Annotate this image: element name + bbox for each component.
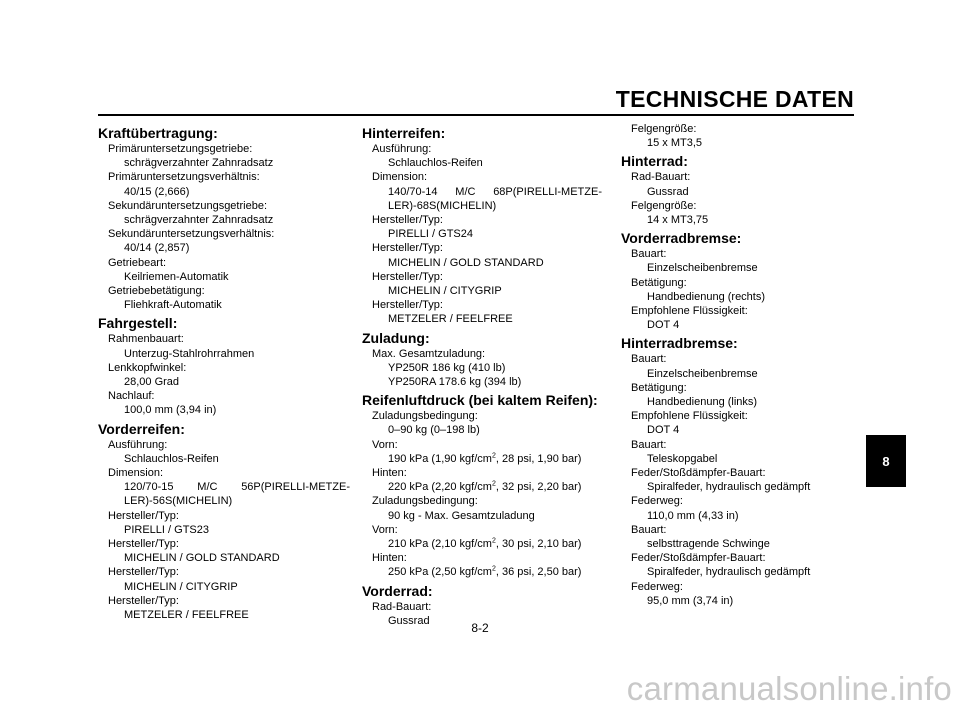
spec-value: Fliehkraft-Automatik <box>124 299 222 312</box>
pressure-rest: , 32 psi, 2,20 bar) <box>495 481 582 494</box>
spec-label: Feder/Stoßdämpfer-Bauart: <box>631 552 766 565</box>
spec-label: Bauart: <box>631 248 667 261</box>
section-heading: Vorderrad: <box>362 582 433 599</box>
spec-value: 0–90 kg (0–198 lb) <box>388 424 480 437</box>
spec-value: Spiralfeder, hydraulisch gedämpft <box>647 566 811 579</box>
section-heading: Vorderreifen: <box>98 420 185 437</box>
watermark: carmanualsonline.info <box>626 670 952 707</box>
spec-value: Schlauchlos-Reifen <box>388 157 483 170</box>
dimension-size: 140/70-14 <box>388 185 438 198</box>
superscript: 2 <box>491 480 496 488</box>
section-hinterreifen <box>362 124 602 327</box>
section-kraftuebertragung <box>98 124 350 312</box>
pressure-rest: , 36 psi, 2,50 bar) <box>495 566 582 579</box>
spec-label: Bauart: <box>631 353 667 366</box>
section-heading: Fahrgestell: <box>98 315 178 332</box>
section-heading: Hinterreifen: <box>362 125 446 141</box>
spec-value: 40/15 (2,666) <box>124 185 190 198</box>
spec-column-2 <box>362 122 602 628</box>
superscript: 2 <box>491 565 496 573</box>
spec-value-pressure <box>362 565 602 579</box>
section-vorderreifen <box>98 420 350 623</box>
spec-label: Dimension: <box>372 171 428 184</box>
spec-value: DOT 4 <box>647 319 680 332</box>
spec-label: Lenkkopfwinkel: <box>108 361 187 374</box>
spec-label: Zuladungsbedingung: <box>372 495 478 508</box>
spec-label: Hinten: <box>372 467 407 480</box>
spec-value: Schlauchlos-Reifen <box>124 452 219 465</box>
spec-value: Gussrad <box>388 614 430 627</box>
spec-label: Empfohlene Flüssigkeit: <box>631 305 748 318</box>
section-heading: Kraftübertragung: <box>98 125 218 141</box>
section-heading: Zuladung: <box>362 329 430 346</box>
spec-value: 110,0 mm (4,33 in) <box>647 509 739 522</box>
pressure-rest: , 28 psi, 1,90 bar) <box>495 452 582 465</box>
spec-label: Empfohlene Flüssigkeit: <box>631 410 748 423</box>
spec-label: Felgengröße: <box>631 123 697 135</box>
spec-label: Rad-Bauart: <box>372 600 432 613</box>
spec-label: Betätigung: <box>631 381 687 394</box>
spec-label: Hersteller/Typ: <box>372 242 443 255</box>
spec-label: Hersteller/Typ: <box>372 214 443 227</box>
spec-value-pressure <box>362 480 602 494</box>
spec-value: 95,0 mm (3,74 in) <box>647 594 734 607</box>
spec-label: Sekundäruntersetzungsgetriebe: <box>108 199 267 212</box>
spec-value: 14 x MT3,75 <box>647 214 709 227</box>
spec-value: PIRELLI / GTS23 <box>124 523 209 536</box>
spec-label: Hersteller/Typ: <box>372 270 443 283</box>
spec-column-3 <box>621 122 857 608</box>
spec-value: METZELER / FEELFREE <box>124 609 249 622</box>
spec-label: Ausführung: <box>372 143 432 155</box>
dimension-index: 56P(PIRELLI-METZE- <box>241 481 350 494</box>
spec-label: Ausführung: <box>108 438 168 451</box>
spec-label: Feder/Stoßdämpfer-Bauart: <box>631 467 766 480</box>
spec-value: Keilriemen-Automatik <box>124 270 229 283</box>
spec-value-dimension <box>362 185 602 199</box>
pressure-rest: , 30 psi, 2,10 bar) <box>495 538 582 551</box>
pressure-main: 250 kPa (2,50 kgf/cm <box>388 566 492 579</box>
spec-value: 40/14 (2,857) <box>124 242 190 255</box>
spec-value: 100,0 mm (3,94 in) <box>124 404 217 417</box>
spec-label: Rad-Bauart: <box>631 171 691 184</box>
spec-value: Einzelscheibenbremse <box>647 262 758 275</box>
spec-column-1 <box>98 122 350 622</box>
spec-label: Hinten: <box>372 552 407 565</box>
dimension-size: 120/70-15 <box>124 481 174 494</box>
spec-value: schrägverzahnter Zahnradsatz <box>124 214 274 227</box>
dimension-type: M/C <box>455 185 476 198</box>
section-hinterrad <box>621 152 857 227</box>
page-title: TECHNISCHE DATEN <box>615 86 854 112</box>
spec-label: Vorn: <box>372 523 398 536</box>
spec-label: Primäruntersetzungsverhältnis: <box>108 171 260 184</box>
dimension-index: 68P(PIRELLI-METZE- <box>493 185 602 198</box>
spec-value: LER)-68S(MICHELIN) <box>388 199 497 212</box>
spec-value-dimension <box>98 480 350 494</box>
spec-label: Federweg: <box>631 495 683 508</box>
spec-value: DOT 4 <box>647 424 680 437</box>
spec-value: selbsttragende Schwinge <box>647 538 770 551</box>
spec-label: Hersteller/Typ: <box>108 538 179 551</box>
spec-value: MICHELIN / CITYGRIP <box>388 285 502 298</box>
section-heading: Hinterrad: <box>621 153 688 170</box>
spec-value: Teleskopgabel <box>647 452 718 465</box>
spec-value: Handbedienung (rechts) <box>647 290 766 303</box>
title-divider <box>98 114 854 116</box>
spec-value: YP250R 186 kg (410 lb) <box>388 361 506 374</box>
spec-value: Spiralfeder, hydraulisch gedämpft <box>647 481 811 494</box>
spec-value: schrägverzahnter Zahnradsatz <box>124 157 274 170</box>
spec-label: Nachlauf: <box>108 390 155 403</box>
spec-label: Sekundäruntersetzungsverhältnis: <box>108 228 275 241</box>
section-vorderradbremse <box>621 229 857 332</box>
pressure-main: 210 kPa (2,10 kgf/cm <box>388 538 492 551</box>
spec-label: Betätigung: <box>631 276 687 289</box>
spec-value: METZELER / FEELFREE <box>388 313 513 326</box>
spec-label: Getriebebetätigung: <box>108 285 205 298</box>
spec-label: Hersteller/Typ: <box>108 566 179 579</box>
spec-label: Max. Gesamtzuladung: <box>372 347 486 360</box>
spec-value: 28,00 Grad <box>124 376 180 389</box>
chapter-tab: 8 <box>866 435 906 487</box>
spec-value: Gussrad <box>647 185 689 198</box>
spec-value: LER)-56S(MICHELIN) <box>124 495 233 508</box>
superscript: 2 <box>491 452 496 460</box>
spec-value: YP250RA 178.6 kg (394 lb) <box>388 376 522 389</box>
spec-value: MICHELIN / CITYGRIP <box>124 580 238 593</box>
spec-label: Vorn: <box>372 438 398 451</box>
section-vorderrad-continued <box>621 122 857 150</box>
spec-value: 90 kg - Max. Gesamtzuladung <box>388 509 535 522</box>
spec-label: Getriebeart: <box>108 256 167 269</box>
spec-label: Bauart: <box>631 523 667 536</box>
section-zuladung <box>362 329 602 390</box>
page-number: 8-2 <box>471 621 489 635</box>
section-heading: Hinterradbremse: <box>621 335 738 352</box>
spec-value: Unterzug-Stahlrohrrahmen <box>124 347 255 360</box>
spec-value: Handbedienung (links) <box>647 396 758 409</box>
pressure-main: 220 kPa (2,20 kgf/cm <box>388 481 492 494</box>
spec-label: Hersteller/Typ: <box>372 299 443 312</box>
spec-value: PIRELLI / GTS24 <box>388 228 473 241</box>
spec-label: Rahmenbauart: <box>108 333 184 346</box>
spec-value: 15 x MT3,5 <box>647 137 703 150</box>
spec-value-pressure <box>362 452 602 466</box>
spec-label: Hersteller/Typ: <box>108 509 179 522</box>
section-fahrgestell <box>98 314 350 417</box>
spec-label: Zuladungsbedingung: <box>372 410 478 423</box>
spec-label: Primäruntersetzungsgetriebe: <box>108 143 253 155</box>
section-heading: Vorderradbremse: <box>621 230 742 247</box>
spec-label: Federweg: <box>631 580 683 593</box>
pressure-main: 190 kPa (1,90 kgf/cm <box>388 452 492 465</box>
spec-value: MICHELIN / GOLD STANDARD <box>124 552 280 565</box>
section-reifenluftdruck <box>362 391 602 579</box>
dimension-type: M/C <box>197 481 218 494</box>
spec-label: Felgengröße: <box>631 199 697 212</box>
superscript: 2 <box>491 537 496 545</box>
spec-value-pressure <box>362 537 602 551</box>
spec-value: MICHELIN / GOLD STANDARD <box>388 256 544 269</box>
spec-label: Bauart: <box>631 438 667 451</box>
section-heading: Reifenluftdruck (bei kaltem Reifen): <box>362 392 598 409</box>
spec-label: Dimension: <box>108 467 164 480</box>
section-hinterradbremse <box>621 334 857 608</box>
spec-label: Hersteller/Typ: <box>108 594 179 607</box>
spec-value: Einzelscheibenbremse <box>647 367 758 380</box>
